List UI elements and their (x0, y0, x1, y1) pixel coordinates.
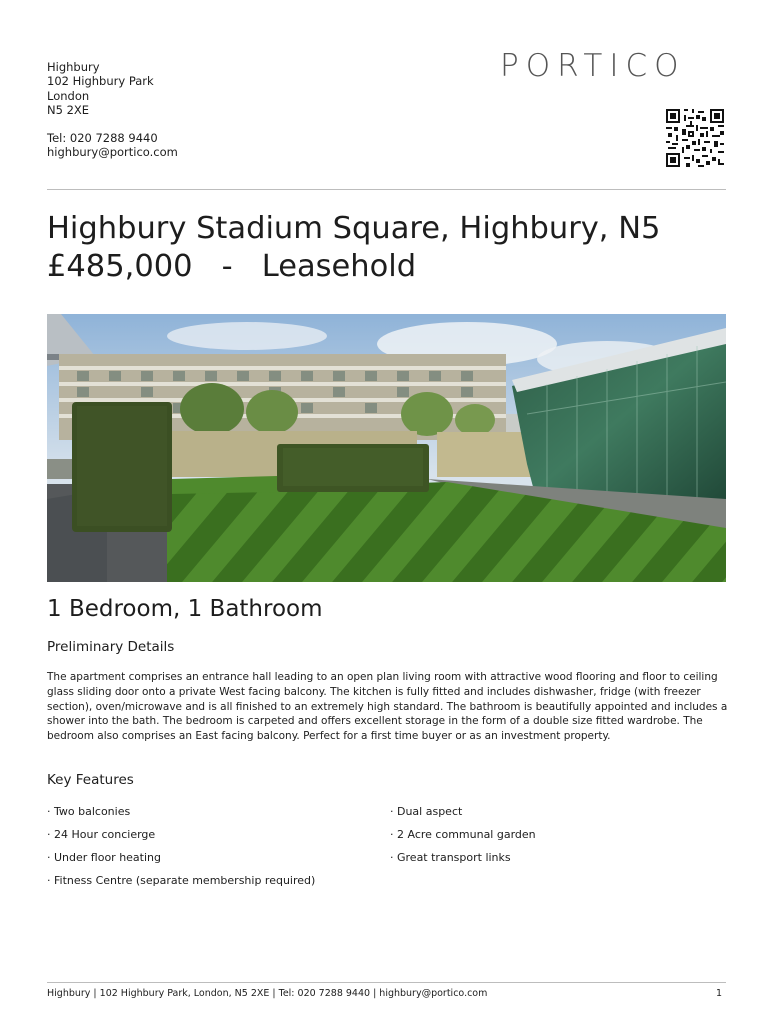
page-number: 1 (716, 988, 723, 999)
office-contact (47, 131, 178, 160)
feature-item: · Dual aspect (390, 805, 463, 818)
price-tenure-line (47, 248, 416, 286)
feature-item: · Great transport links (390, 851, 511, 864)
office-phone: Tel: 020 7288 9440 (47, 131, 158, 145)
feature-item: · 24 Hour concierge (47, 828, 156, 841)
price-separator: - (221, 249, 233, 284)
address-line: Highbury (47, 60, 100, 74)
qr-code-icon (666, 109, 724, 167)
address-line: London (47, 88, 90, 103)
property-photo (47, 314, 726, 582)
address-line: N5 2XE (47, 103, 90, 118)
property-tenure: Leasehold (261, 249, 417, 284)
rooms-summary: 1 Bedroom, 1 Bathroom (47, 596, 323, 622)
header-divider (47, 189, 726, 190)
feature-item: · Fitness Centre (separate membership required) (47, 874, 316, 887)
footer-contact: Highbury | 102 Highbury Park, London, N5 2XE | Tel: 020 7288 9440 | highbury@portico.com (47, 988, 488, 999)
preliminary-details-heading: Preliminary Details (47, 639, 175, 655)
feature-item: · Two balconies (47, 805, 131, 818)
key-features-heading: Key Features (47, 772, 134, 788)
portico-logo: PORTICO (500, 48, 686, 84)
feature-item: · Under floor heating (47, 851, 161, 864)
office-email[interactable]: highbury@portico.com (47, 145, 178, 160)
office-address (47, 60, 154, 118)
property-title: Highbury Stadium Square, Highbury, N5 (47, 211, 661, 246)
footer-divider (47, 982, 726, 983)
address-line: 102 Highbury Park (47, 74, 154, 89)
property-description: The apartment comprises an entrance hall leading to an open plan living room with attractive wood flooring and floor to ceiling glass sliding door onto a private West facing balcony. The kitchen is fully fitted and includes dishwasher, fridge (with freezer section), oven/microwave and is all finished to an extremely high standard. The bathroom is beautifully appointed and includes a shower into the bath. The bedroom is carpeted and offers excellent storage in the form of a double size fitted wardrobe. The bedroom also comprises an East facing balcony. Perfect for a first time buyer or as an investment property. (47, 671, 728, 743)
feature-item: · 2 Acre communal garden (390, 828, 536, 841)
property-price: £485,000 (47, 249, 193, 284)
